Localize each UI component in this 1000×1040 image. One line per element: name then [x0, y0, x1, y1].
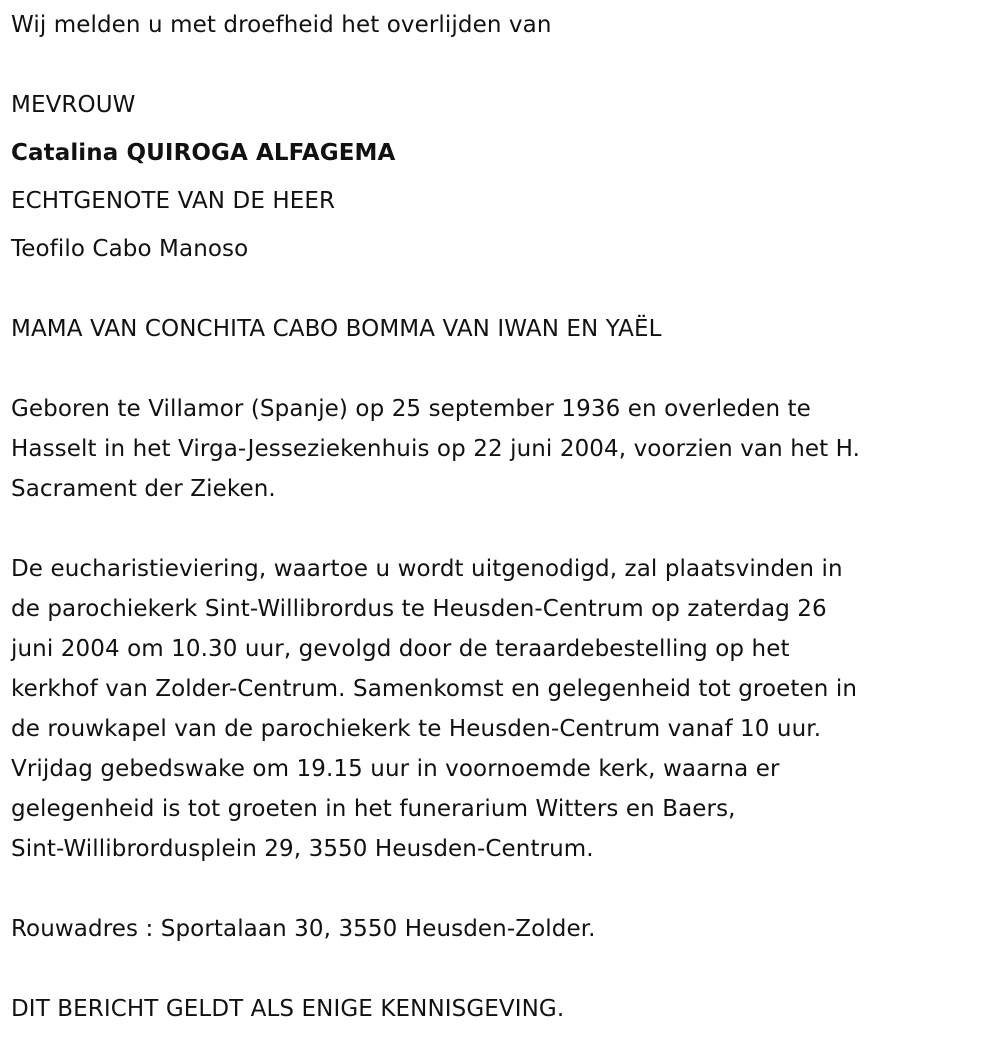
- paragraph-line: kerkhof van Zolder-Centrum. Samenkomst en gelegenheid tot groeten in: [11, 676, 858, 702]
- spacer: [11, 269, 991, 309]
- spacer: [11, 869, 991, 909]
- paragraph-line: De eucharistieviering, waartoe u wordt uitgenodigd, zal plaatsvinden in: [11, 556, 843, 582]
- paragraph-line: juni 2004 om 10.30 uur, gevolgd door de teraardebestelling op het: [11, 636, 790, 662]
- closing-notice: DIT BERICHT GELDT ALS ENIGE KENNISGEVING.: [11, 996, 565, 1022]
- spacer: [11, 221, 991, 229]
- paragraph-line: Geboren te Villamor (Spanje) op 25 september 1936 en overleden te: [11, 396, 811, 422]
- title-prefix: MEVROUW: [11, 92, 136, 118]
- mourning-address: Rouwadres : Sportalaan 30, 3550 Heusden-Zolder.: [11, 916, 596, 942]
- spacer: [11, 173, 991, 181]
- spouse-name: Teofilo Cabo Manoso: [11, 236, 249, 262]
- paragraph-line: Sint-Willibrordusplein 29, 3550 Heusden-Centrum.: [11, 836, 594, 862]
- paragraph-line: gelegenheid is tot groeten in het funerarium Witters en Baers,: [11, 796, 736, 822]
- spacer: [11, 125, 991, 133]
- paragraph-line: Vrijdag gebedswake om 19.15 uur in voornoemde kerk, waarna er: [11, 756, 780, 782]
- paragraph-line: de rouwkapel van de parochiekerk te Heusden-Centrum vanaf 10 uur.: [11, 716, 822, 742]
- paragraph-line: Hasselt in het Virga-Jesseziekenhuis op 22 juni 2004, voorzien van het H.: [11, 436, 861, 462]
- intro-text: Wij melden u met droefheid het overlijden van: [11, 12, 552, 38]
- spouse-prefix: ECHTGENOTE VAN DE HEER: [11, 188, 336, 214]
- deceased-name: Catalina QUIROGA ALFAGEMA: [11, 140, 396, 166]
- birth-paragraph: [11, 389, 991, 509]
- paragraph-line: de parochiekerk Sint-Willibrordus te Heusden-Centrum op zaterdag 26: [11, 596, 827, 622]
- spacer: [11, 949, 991, 989]
- family-line: MAMA VAN CONCHITA CABO BOMMA VAN IWAN EN YAËL: [11, 316, 662, 342]
- spacer: [11, 509, 991, 549]
- obituary-notice: [11, 5, 991, 1029]
- ceremony-paragraph: [11, 549, 991, 869]
- paragraph-line: Sacrament der Zieken.: [11, 476, 276, 502]
- spacer: [11, 45, 991, 85]
- spacer: [11, 349, 991, 389]
